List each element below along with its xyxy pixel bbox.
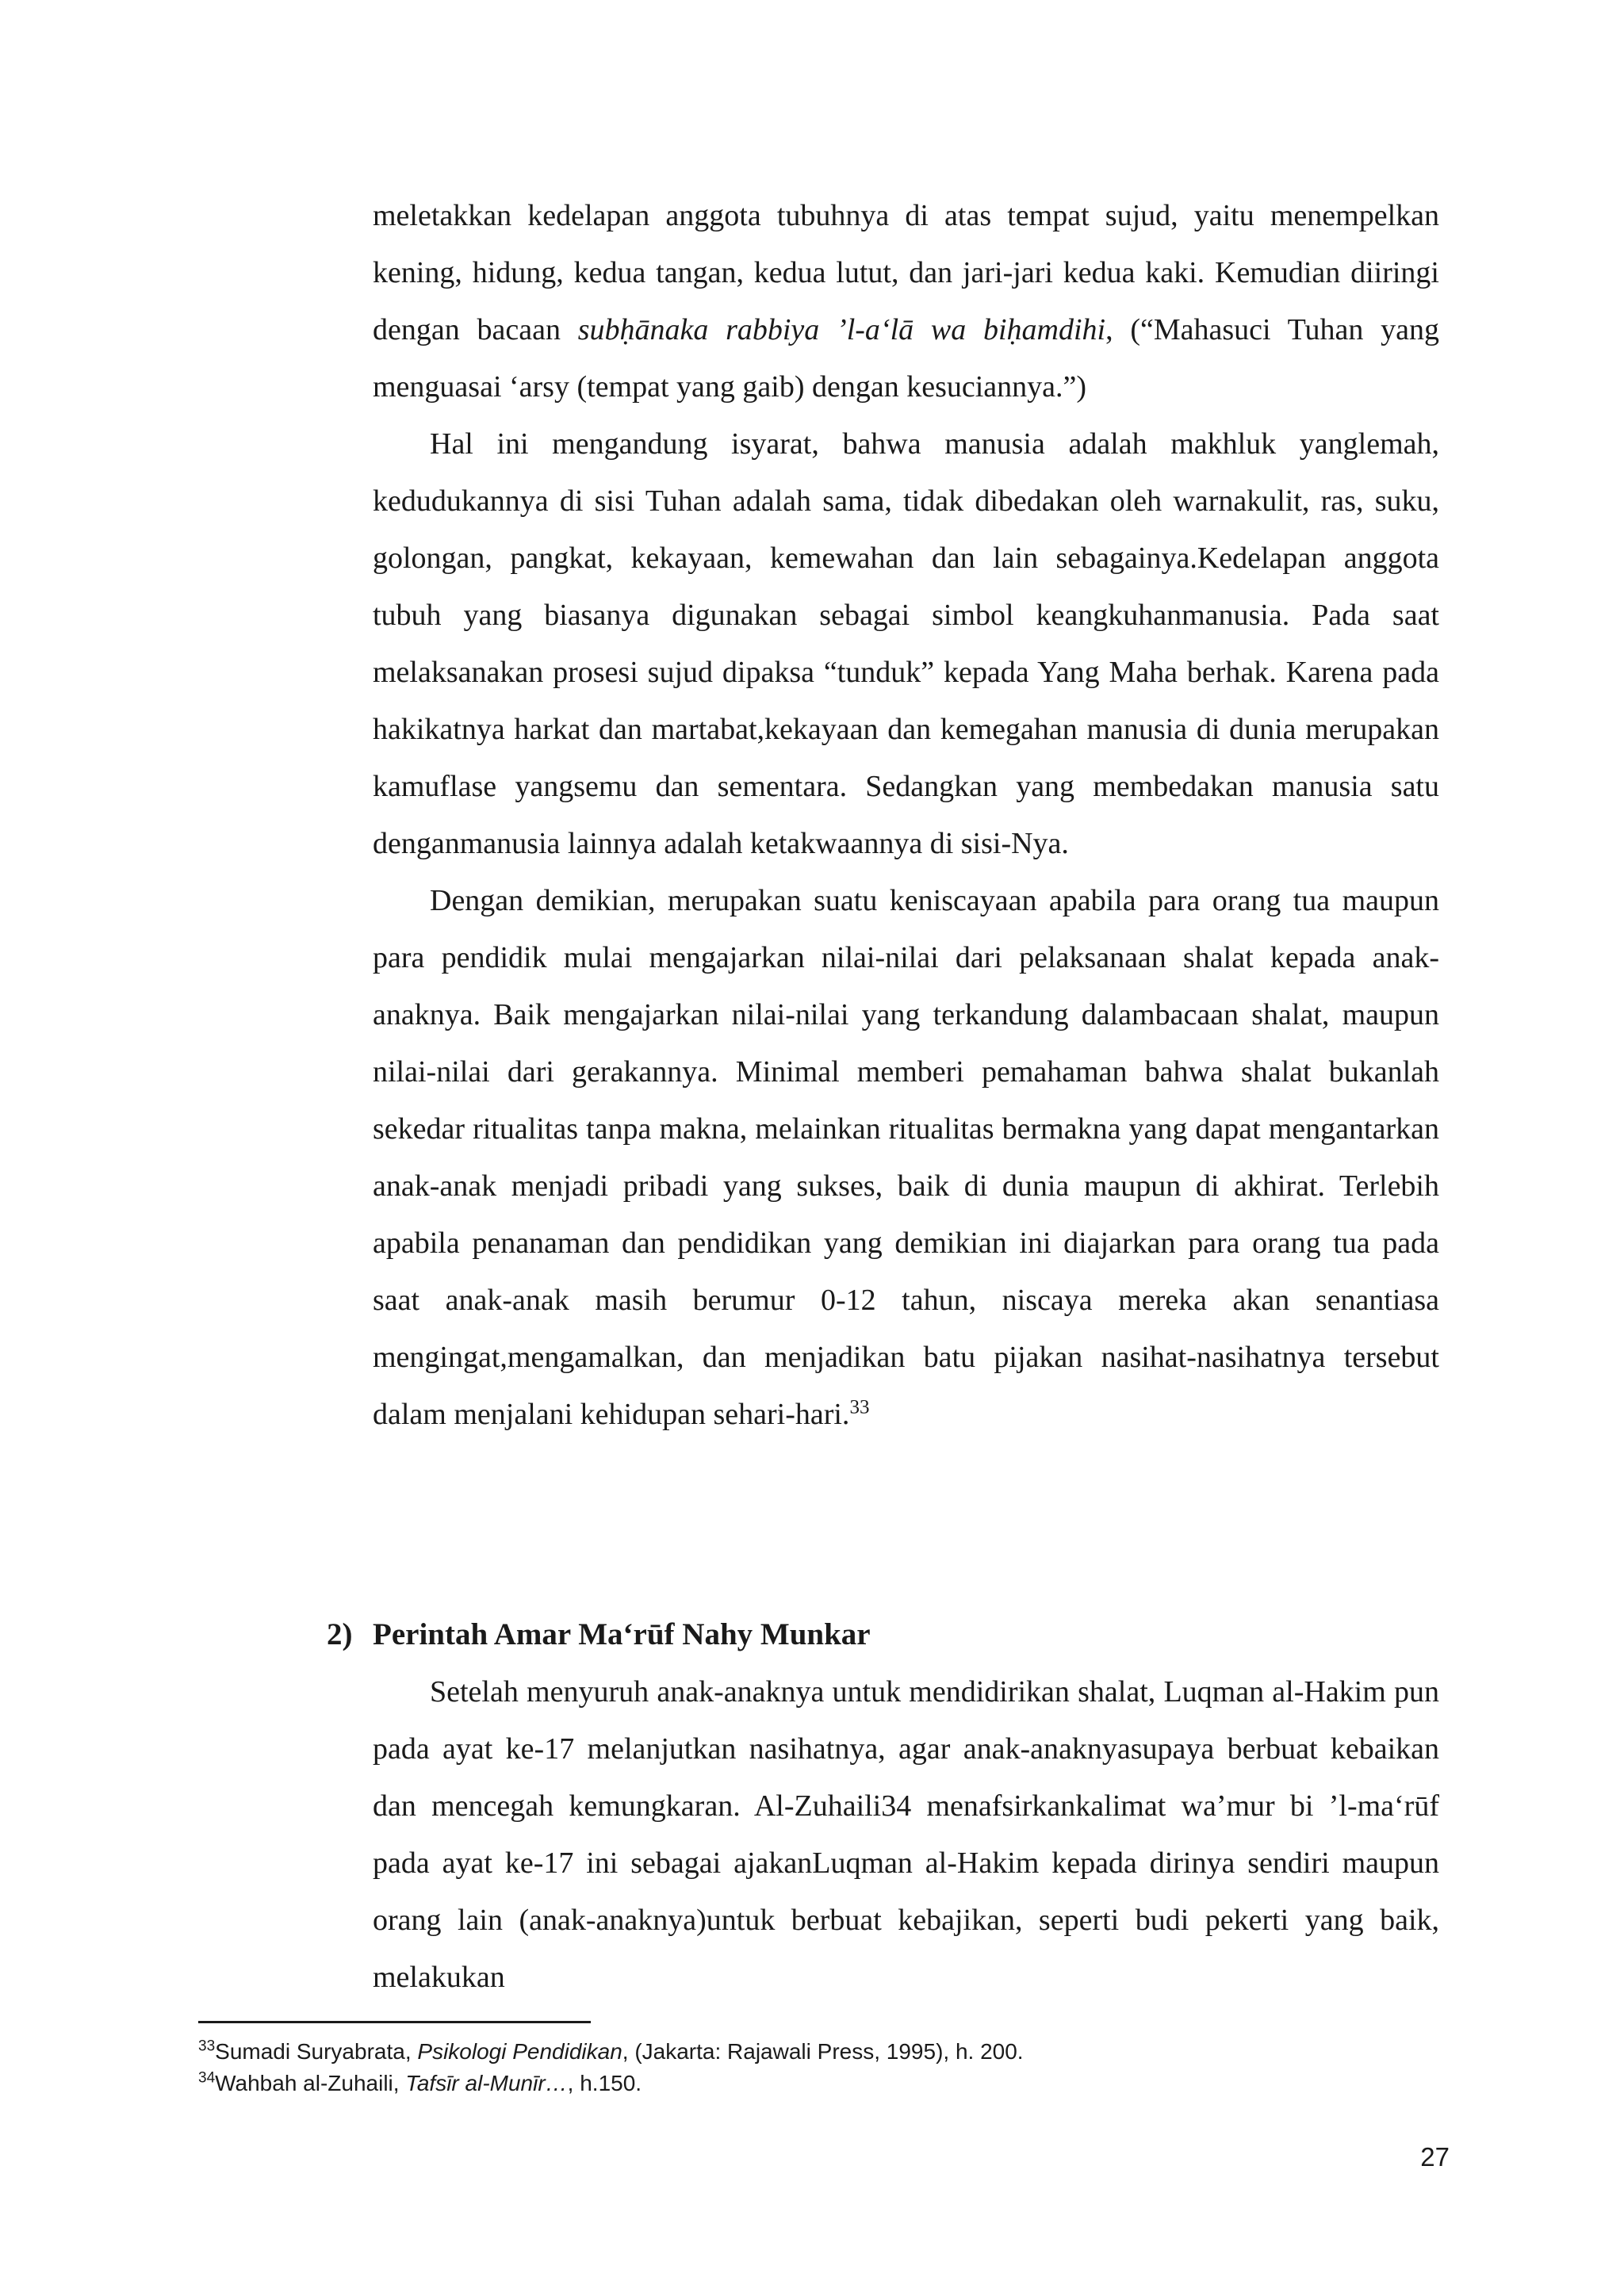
paragraph-1 — [373, 187, 1439, 415]
body-text-top — [373, 187, 1439, 1443]
footnote-34 — [198, 2068, 1435, 2099]
paragraph-2: Hal ini mengandung isyarat, bahwa manusia adalah makhluk yanglemah, kedudukannya di sisi Tuhan adalah sama, tidak dibedakan oleh warnakulit, ras, suku, golongan, pangkat, kekayaan, kemewahan dan lain sebagainya.Kedelapan anggota tubuh yang biasanya digunakan sebagai simbol keangkuhanmanusia. Pada saat melaksanakan prosesi sujud dipaksa “tunduk” kepada Yang Maha berhak. Karena pada hakikatnya harkat dan martabat,kekayaan dan kemegahan manusia di dunia merupakan kamuflase yangsemu dan sementara. Sedangkan yang membedakan manusia satu denganmanusia lainnya adalah ketakwaannya di sisi-Nya. — [373, 427, 1439, 860]
paragraph-1-text-a: meletakkan kedelapan anggota tubuhnya di atas tempat sujud, yaitu menempelkan kening, hidung, kedua tangan, kedua lutut, dan jari-jari kedua kaki. Kemudian diiringi dengan bacaan — [373, 199, 1439, 346]
paragraph-3 — [373, 872, 1439, 1443]
footnote-book-title: Psikologi Pendidikan — [417, 2039, 622, 2064]
paragraph-3-text: Dengan demikian, merupakan suatu keniscayaan apabila para orang tua maupun para pendidik mulai mengajarkan nilai-nilai dari pelaksanaan shalat kepada anak-anaknya. Baik mengajarkan nilai-nilai yang terkandung dalambacaan shalat, maupun nilai-nilai dari gerakannya. Minimal memberi pemahaman bahwa shalat bukanlah sekedar ritualitas tanpa makna, melainkan ritualitas bermakna yang dapat mengantarkan anak-anak menjadi pribadi yang sukses, baik di dunia maupun di akhirat. Terlebih apabila penanaman dan pendidikan yang demikian ini diajarkan para orang tua pada saat anak-anak masih berumur 0-12 tahun, niscaya mereka akan senantiasa mengingat,mengamalkan, dan menjadikan batu pijakan nasihat-nasihatnya tersebut dalam menjalani kehidupan sehari-hari. — [373, 884, 1439, 1431]
footnote-ref-33[interactable]: 33 — [849, 1396, 870, 1418]
footnote-divider — [198, 2021, 591, 2023]
paragraph-4: Setelah menyuruh anak-anaknya untuk mendidirikan shalat, Luqman al-Hakim pun pada ayat ke-17 melanjutkan nasihatnya, agar anak-anaknyasupaya berbuat kebaikan dan mencegah kemungkaran. Al-Zuhaili34 menafsirkankalimat wa’mur bi ’l-ma‘rūf pada ayat ke-17 ini sebagai ajakanLuqman al-Hakim kepada dirinya sendiri maupun orang lain (anak-anaknya)untuk berbuat kebajikan, seperti budi pekerti yang baik, melakukan — [373, 1675, 1439, 1994]
section-number: 2) — [327, 1617, 353, 1651]
footnote-publication: , (Jakarta: Rajawali Press, 1995), h. 200. — [622, 2039, 1024, 2064]
footnote-author: Wahbah al-Zuhaili, — [215, 2071, 406, 2095]
paragraph-1-text-b: , (“Mahasuci Tuhan yang menguasai ‘arsy (tempat yang gaib) dengan kesuciannya.”) — [373, 313, 1439, 404]
footnote-author: Sumadi Suryabrata, — [215, 2039, 418, 2064]
section-heading — [327, 1606, 1437, 1663]
footnote-book-title: Tafsīr al-Munīr… — [405, 2071, 568, 2095]
footnote-number: 34 — [198, 2069, 216, 2087]
body-text-bottom — [373, 1663, 1439, 2006]
section-title: Perintah Amar Ma‘rūf Nahy Munkar — [373, 1617, 871, 1651]
arabic-transliteration: subḥānaka rabbiya ’l-a‘lā wa biḥamdihi — [577, 313, 1106, 346]
footnote-publication: , h.150. — [567, 2071, 642, 2095]
footnote-33 — [198, 2036, 1435, 2068]
page-number: 27 — [1420, 2142, 1450, 2172]
footnotes — [198, 2036, 1435, 2099]
footnote-number: 33 — [198, 2038, 216, 2055]
